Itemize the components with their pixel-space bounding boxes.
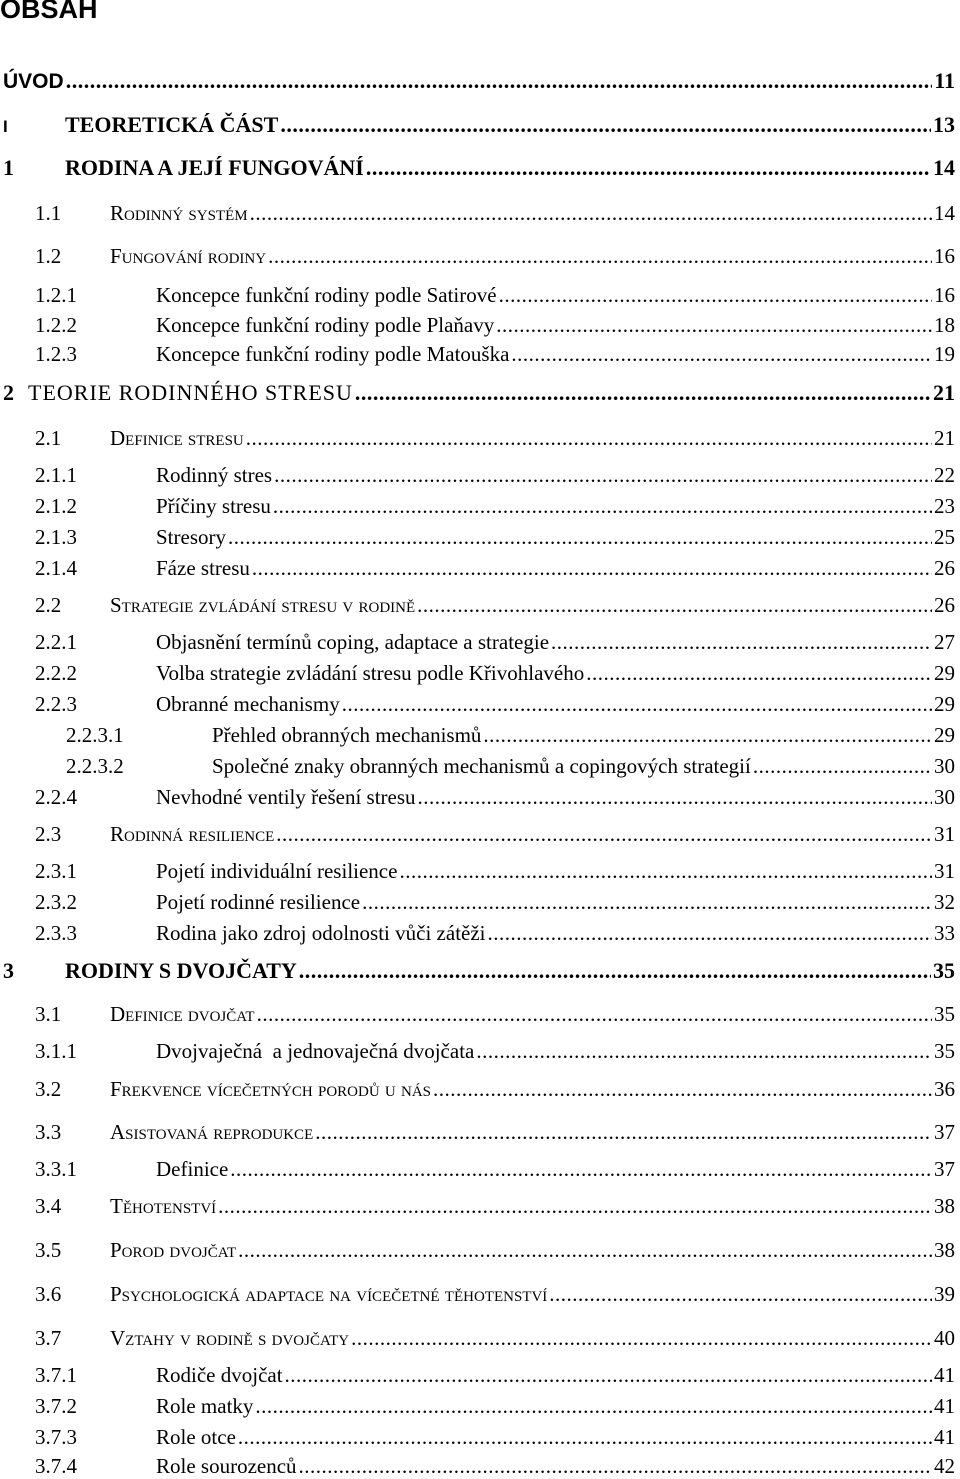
toc-entry-title: Role matky xyxy=(156,1394,254,1418)
toc-entry-page: 29 xyxy=(934,661,955,685)
toc-entry-number: 1.2.3 xyxy=(35,342,77,366)
toc-entry-number: 3.5 xyxy=(35,1238,62,1262)
leader-dots xyxy=(511,341,932,367)
toc-entry-page: 30 xyxy=(934,754,955,778)
toc-entry-3-6[interactable] xyxy=(35,1281,955,1307)
toc-entry-1-2-3[interactable] xyxy=(35,341,955,367)
leader-dots xyxy=(417,592,932,618)
toc-entry-3-2[interactable] xyxy=(35,1076,955,1102)
toc-entry-title: ÚVOD xyxy=(3,70,64,93)
toc-entry-number: 1.2.2 xyxy=(35,313,77,337)
toc-entry-2-1-2[interactable] xyxy=(35,493,955,519)
toc-entry-page: 13 xyxy=(933,112,955,137)
toc-entry-page: 40 xyxy=(934,1326,955,1350)
toc-entry-page: 23 xyxy=(934,494,955,518)
leader-dots xyxy=(399,858,932,884)
toc-entry-number: 3 xyxy=(3,958,14,983)
toc-entry-title: Role otce xyxy=(156,1425,236,1449)
toc-entry-page: 32 xyxy=(934,890,955,914)
toc-entry-number: 1.2 xyxy=(35,244,62,268)
toc-entry-2-2-3[interactable] xyxy=(35,691,955,717)
toc-entry-number: 3.7.4 xyxy=(35,1454,77,1478)
toc-entry-page: 26 xyxy=(934,593,955,617)
toc-entry-page: 19 xyxy=(934,342,955,366)
toc-entry-title: Společné znaky obranných mechanismů a copingových strategií xyxy=(212,754,751,778)
leader-dots xyxy=(218,1193,932,1219)
toc-entry-page: 41 xyxy=(934,1425,955,1449)
toc-entry-title: Obranné mechanismy xyxy=(156,692,340,716)
toc-entry-number: 1 xyxy=(3,155,14,180)
leader-dots xyxy=(483,722,932,748)
leader-dots xyxy=(273,493,932,519)
toc-entry-3-5[interactable] xyxy=(35,1237,955,1263)
toc-entry-number: 3.7.3 xyxy=(35,1425,77,1449)
toc-entry-page: 29 xyxy=(934,692,955,716)
leader-dots xyxy=(274,462,932,488)
leader-dots xyxy=(488,920,933,946)
toc-entry-title: Pojetí individuální resilience xyxy=(156,859,398,883)
toc-entry-page: 35 xyxy=(933,958,955,983)
leader-dots xyxy=(549,1281,932,1307)
toc-entry-title: Volba strategie zvládání stresu podle Křivohlavého xyxy=(156,661,585,685)
toc-entry-title: Rodinný systém xyxy=(110,201,248,225)
toc-entry-page: 29 xyxy=(934,723,955,747)
toc-entry-chapter-2[interactable] xyxy=(3,380,955,406)
toc-entry-1-2-1[interactable] xyxy=(35,282,955,308)
toc-entry-title: RODINY S DVOJČATY xyxy=(65,958,297,983)
toc-entry-1-2-2[interactable] xyxy=(35,312,955,338)
toc-entry-2-1-1[interactable] xyxy=(35,462,955,488)
toc-entry-2-1-3[interactable] xyxy=(35,524,955,550)
toc-entry-page: 35 xyxy=(934,1002,955,1026)
leader-dots xyxy=(753,753,932,779)
toc-entry-title: Přehled obranných mechanismů xyxy=(212,723,482,747)
toc-entry-page: 38 xyxy=(934,1238,955,1262)
toc-entry-number: 3.1.1 xyxy=(35,1039,77,1063)
toc-entry-title: Definice xyxy=(156,1157,229,1181)
leader-dots xyxy=(499,282,932,308)
toc-entry-title: Objasnění termínů coping, adaptace a strategie xyxy=(156,630,550,654)
toc-entry-page: 41 xyxy=(934,1394,955,1418)
toc-entry-page: 30 xyxy=(934,785,955,809)
toc-entry-number: 2.3.1 xyxy=(35,859,77,883)
toc-entry-number: 2.1.3 xyxy=(35,525,77,549)
toc-entry-title: Dvojvaječná a jednovaječná dvojčata xyxy=(156,1039,475,1063)
toc-entry-title: Koncepce funkční rodiny podle Satirové xyxy=(156,283,497,307)
toc-entry-title: Rodiče dvojčat xyxy=(156,1363,283,1387)
leader-dots xyxy=(280,112,931,138)
toc-entry-number: 3.7.2 xyxy=(35,1394,77,1418)
leader-dots xyxy=(250,200,932,226)
toc-entry-3-4[interactable] xyxy=(35,1193,955,1219)
toc-entry-page: 37 xyxy=(934,1157,955,1181)
leader-dots xyxy=(299,958,931,984)
leader-dots xyxy=(238,1424,932,1450)
toc-entry-page: 16 xyxy=(934,244,955,268)
toc-entry-title: Pojetí rodinné resilience xyxy=(156,890,361,914)
toc-entry-page: 21 xyxy=(933,380,955,405)
leader-dots xyxy=(228,524,932,550)
leader-dots xyxy=(366,155,931,181)
toc-entry-number: 2.1.2 xyxy=(35,494,77,518)
leader-dots xyxy=(362,889,932,915)
leader-dots xyxy=(586,660,932,686)
toc-entry-page: 41 xyxy=(934,1363,955,1387)
toc-entry-number: 2.2.3.2 xyxy=(66,754,124,778)
toc-entry-title: Porod dvojčat xyxy=(110,1238,237,1262)
leader-dots xyxy=(315,1119,932,1145)
leader-dots xyxy=(268,243,932,269)
leader-dots xyxy=(476,1038,932,1064)
toc-entry-1-1[interactable] xyxy=(35,200,955,226)
leader-dots xyxy=(230,1156,932,1182)
toc-entry-page: 25 xyxy=(934,525,955,549)
leader-dots xyxy=(496,312,932,338)
toc-entry-part-i[interactable] xyxy=(3,112,955,140)
toc-entry-2-3-3[interactable] xyxy=(35,920,955,946)
toc-entry-number: 2.3.2 xyxy=(35,890,77,914)
toc-entry-title: Koncepce funkční rodiny podle Matouška xyxy=(156,342,510,366)
toc-entry-number: 1.1 xyxy=(35,201,62,225)
toc-entry-title: Rodinná resilience xyxy=(110,822,275,846)
toc-entry-number: 2.1 xyxy=(35,426,62,450)
toc-entry-page: 11 xyxy=(934,68,955,93)
toc-entry-page: 21 xyxy=(934,426,955,450)
toc-entry-3-7-4[interactable] xyxy=(35,1453,955,1479)
toc-entry-page: 33 xyxy=(934,921,955,945)
toc-entry-page: 38 xyxy=(934,1194,955,1218)
toc-entry-3-7[interactable] xyxy=(35,1325,955,1351)
page-title: OBSAH xyxy=(0,0,98,24)
toc-entry-3-3-1[interactable] xyxy=(35,1156,955,1182)
toc-entry-chapter-3[interactable] xyxy=(3,958,955,984)
toc-entry-page: 31 xyxy=(934,859,955,883)
leader-dots xyxy=(433,1076,932,1102)
toc-entry-page: 26 xyxy=(934,556,955,580)
toc-entry-number: 1.2.1 xyxy=(35,283,77,307)
toc-entry-title: Příčiny stresu xyxy=(156,494,271,518)
toc-entry-title: Těhotenství xyxy=(110,1194,217,1218)
leader-dots xyxy=(255,1393,932,1419)
toc-entry-page: 16 xyxy=(934,283,955,307)
toc-entry-number: 2 xyxy=(3,380,14,405)
toc-entry-page: 37 xyxy=(934,1120,955,1144)
toc-entry-2-3[interactable] xyxy=(35,821,955,847)
toc-entry-page: 18 xyxy=(934,313,955,337)
toc-entry-page: 31 xyxy=(934,822,955,846)
toc-entry-number: 2.2 xyxy=(35,593,62,617)
toc-entry-title: Nevhodné ventily řešení stresu xyxy=(156,785,416,809)
toc-entry-2-3-1[interactable] xyxy=(35,858,955,884)
toc-entry-number: I xyxy=(3,117,8,136)
leader-dots xyxy=(276,821,932,847)
toc-entry-number: 3.7.1 xyxy=(35,1363,77,1387)
toc-entry-title: Frekvence vícečetných porodů u nás xyxy=(110,1077,432,1101)
toc-entry-page: 14 xyxy=(934,201,955,225)
toc-entry-2-2-4[interactable] xyxy=(35,784,955,810)
toc-entry-2-1-4[interactable] xyxy=(35,555,955,581)
toc-entry-3-7-3[interactable] xyxy=(35,1424,955,1450)
toc-entry-2-2-3-2[interactable] xyxy=(66,753,955,779)
leader-dots xyxy=(418,784,932,810)
toc-entry-chapter-1[interactable] xyxy=(3,155,955,181)
toc-entry-2-2[interactable] xyxy=(35,592,955,618)
toc-entry-number: 3.3.1 xyxy=(35,1157,77,1181)
leader-dots xyxy=(351,1325,932,1351)
toc-entry-number: 2.2.3 xyxy=(35,692,77,716)
leader-dots xyxy=(66,68,933,94)
toc-entry-page: 22 xyxy=(934,463,955,487)
toc-entry-2-2-3-1[interactable] xyxy=(66,722,955,748)
toc-entry-number: 2.2.4 xyxy=(35,785,77,809)
toc-entry-title: Definice stresu xyxy=(110,426,244,450)
toc-entry-title: Role sourozenců xyxy=(156,1454,297,1478)
toc-entry-title: TEORETICKÁ ČÁST xyxy=(65,112,279,137)
toc-entry-number: 2.2.3.1 xyxy=(66,723,124,747)
toc-entry-number: 2.3 xyxy=(35,822,62,846)
toc-entry-title: Fáze stresu xyxy=(156,556,250,580)
toc-entry-page: 27 xyxy=(934,630,955,654)
toc-entry-number: 3.4 xyxy=(35,1194,62,1218)
toc-entry-page: 14 xyxy=(933,155,955,180)
toc-entry-title: Rodinný stres xyxy=(156,463,273,487)
toc-entry-number: 3.6 xyxy=(35,1282,62,1306)
toc-entry-3-3[interactable] xyxy=(35,1119,955,1145)
toc-entry-page: 42 xyxy=(934,1454,955,1478)
toc-entry-number: 3.2 xyxy=(35,1077,62,1101)
toc-entry-title: Koncepce funkční rodiny podle Plaňavy xyxy=(156,313,495,337)
toc-entry-title: Fungování rodiny xyxy=(110,244,267,268)
leader-dots xyxy=(342,691,932,717)
toc-entry-title: Stresory xyxy=(156,525,226,549)
toc-entry-number: 3.1 xyxy=(35,1002,62,1026)
toc-entry-title: Definice dvojčat xyxy=(110,1002,255,1026)
leader-dots xyxy=(246,425,932,451)
toc-entry-title: Vztahy v rodině s dvojčaty xyxy=(110,1326,350,1350)
toc-entry-2-2-1[interactable] xyxy=(35,629,955,655)
toc-entry-page: 39 xyxy=(934,1282,955,1306)
toc-entry-title: Psychologická adaptace na vícečetné těhotenství xyxy=(110,1282,548,1306)
toc-entry-3-1-1[interactable] xyxy=(35,1038,955,1064)
toc-entry-title: Rodina jako zdroj odolnosti vůči zátěži xyxy=(156,921,486,945)
toc-entry-uvod[interactable] xyxy=(3,68,955,95)
toc-entry-number: 2.2.2 xyxy=(35,661,77,685)
toc-entry-2-2-2[interactable] xyxy=(35,660,955,686)
leader-dots xyxy=(238,1237,932,1263)
toc-entry-number: 3.7 xyxy=(35,1326,62,1350)
toc-entry-number: 2.1.4 xyxy=(35,556,77,580)
toc-entry-1-2[interactable] xyxy=(35,243,955,269)
toc-entry-page: 35 xyxy=(934,1039,955,1063)
toc-entry-title: RODINA A JEJÍ FUNGOVÁNÍ xyxy=(65,155,364,180)
leader-dots xyxy=(551,629,932,655)
toc-entry-3-7-2[interactable] xyxy=(35,1393,955,1419)
toc-entry-page: 36 xyxy=(934,1077,955,1101)
leader-dots xyxy=(355,380,931,406)
leader-dots xyxy=(299,1453,932,1479)
toc-entry-number: 2.1.1 xyxy=(35,463,77,487)
toc-entry-2-1[interactable] xyxy=(35,425,955,451)
toc-entry-number: 2.3.3 xyxy=(35,921,77,945)
toc-entry-number: 2.2.1 xyxy=(35,630,77,654)
toc-entry-number: 3.3 xyxy=(35,1120,62,1144)
toc-entry-title: Strategie zvládání stresu v rodině xyxy=(110,593,416,617)
toc-entry-3-7-1[interactable] xyxy=(35,1362,955,1388)
leader-dots xyxy=(257,1001,932,1027)
leader-dots xyxy=(252,555,932,581)
toc-entry-title: Asistovaná reprodukce xyxy=(110,1120,314,1144)
toc-entry-3-1[interactable] xyxy=(35,1001,955,1027)
toc-entry-title: TEORIE RODINNÉHO STRESU xyxy=(28,380,353,405)
toc-entry-2-3-2[interactable] xyxy=(35,889,955,915)
leader-dots xyxy=(285,1362,932,1388)
